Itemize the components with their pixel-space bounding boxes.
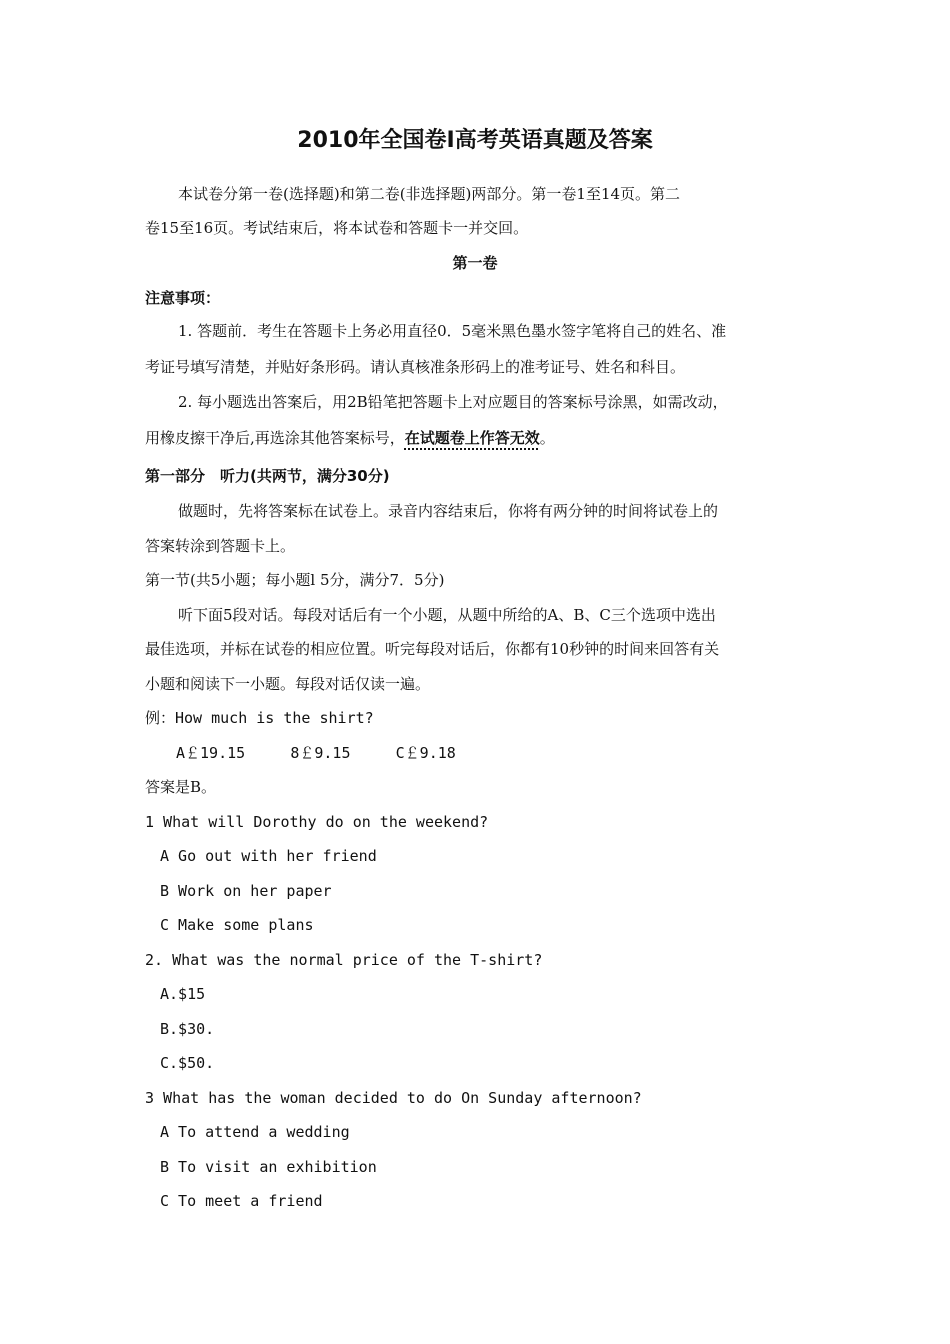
note-2-line-2 (145, 428, 555, 448)
part-1-instr-line-2: 答案转涂到答题卡上。 (145, 537, 296, 555)
section-1-heading: 第一节(共5小题；每小题l 5分，满分7．5分) (145, 571, 445, 589)
question-3: 3 What has the woman decided to do On Sunday afternoon? (145, 1089, 642, 1107)
volume-title: 第一卷 (452, 254, 498, 272)
note-2-emphasis: 在试题卷上作答无效 (404, 429, 540, 447)
question-1-option-b: B Work on her paper (160, 882, 332, 900)
question-1-option-c: C Make some plans (160, 916, 314, 934)
document-title: 2010年全国卷Ⅰ高考英语真题及答案 (297, 128, 653, 153)
example-answer: 答案是B。 (145, 778, 217, 796)
question-3-option-a: A To attend a wedding (160, 1123, 350, 1141)
question-1: 1 What will Dorothy do on the weekend? (145, 813, 489, 831)
question-1-option-a: A Go out with her friend (160, 847, 377, 865)
note-2-suffix: 。 (539, 429, 555, 447)
intro-line-2: 卷15至16页。考试结束后，将本试卷和答题卡一并交回。 (145, 219, 529, 237)
note-2-line-1: 2. 每小题选出答案后，用2B铅笔把答题卡上对应题目的答案标号涂黑，如需改动， (178, 393, 728, 411)
note-1-line-2: 考证号填写清楚，并贴好条形码。请认真核准条形码上的准考证号、姓名和科目。 (145, 358, 686, 376)
section-1-instr-line-1: 听下面5段对话。每段对话后有一个小题，从题中所给的A、B、C三个选项中选出 (178, 606, 716, 624)
question-2-option-a: A.$15 (160, 985, 206, 1003)
note-2-prefix: 用橡皮擦干净后,再选涂其他答案标号， (145, 429, 405, 447)
part-1-heading: 第一部分 听力(共两节，满分30分) (145, 467, 390, 485)
notes-heading: 注意事项： (145, 289, 221, 307)
question-3-option-c: C To meet a friend (160, 1192, 323, 1210)
note-1-line-1: 1. 答题前．考生在答题卡上务必用直径0．5毫米黑色墨水签字笔将自己的姓名、准 (178, 322, 727, 340)
part-1-instr-line-1: 做题时，先将答案标在试卷上。录音内容结束后，你将有两分钟的时间将试卷上的 (178, 502, 719, 520)
example-options: A￡19.15 8￡9.15 C￡9.18 (176, 744, 456, 762)
example-question: 例：How much is the shirt? (145, 709, 374, 727)
question-2-option-b: B.$30. (160, 1020, 215, 1038)
intro-line-1: 本试卷分第一卷(选择题)和第二卷(非选择题)两部分。第一卷1至14页。第二 (178, 185, 681, 203)
section-1-instr-line-2: 最佳选项，并标在试卷的相应位置。听完每段对话后，你都有10秒钟的时间来回答有关 (145, 640, 720, 658)
question-2-option-c: C.$50. (160, 1054, 215, 1072)
question-2: 2. What was the normal price of the T-shirt? (145, 951, 543, 969)
question-3-option-b: B To visit an exhibition (160, 1158, 377, 1176)
section-1-instr-line-3: 小题和阅读下一小题。每段对话仅读一遍。 (145, 675, 431, 693)
